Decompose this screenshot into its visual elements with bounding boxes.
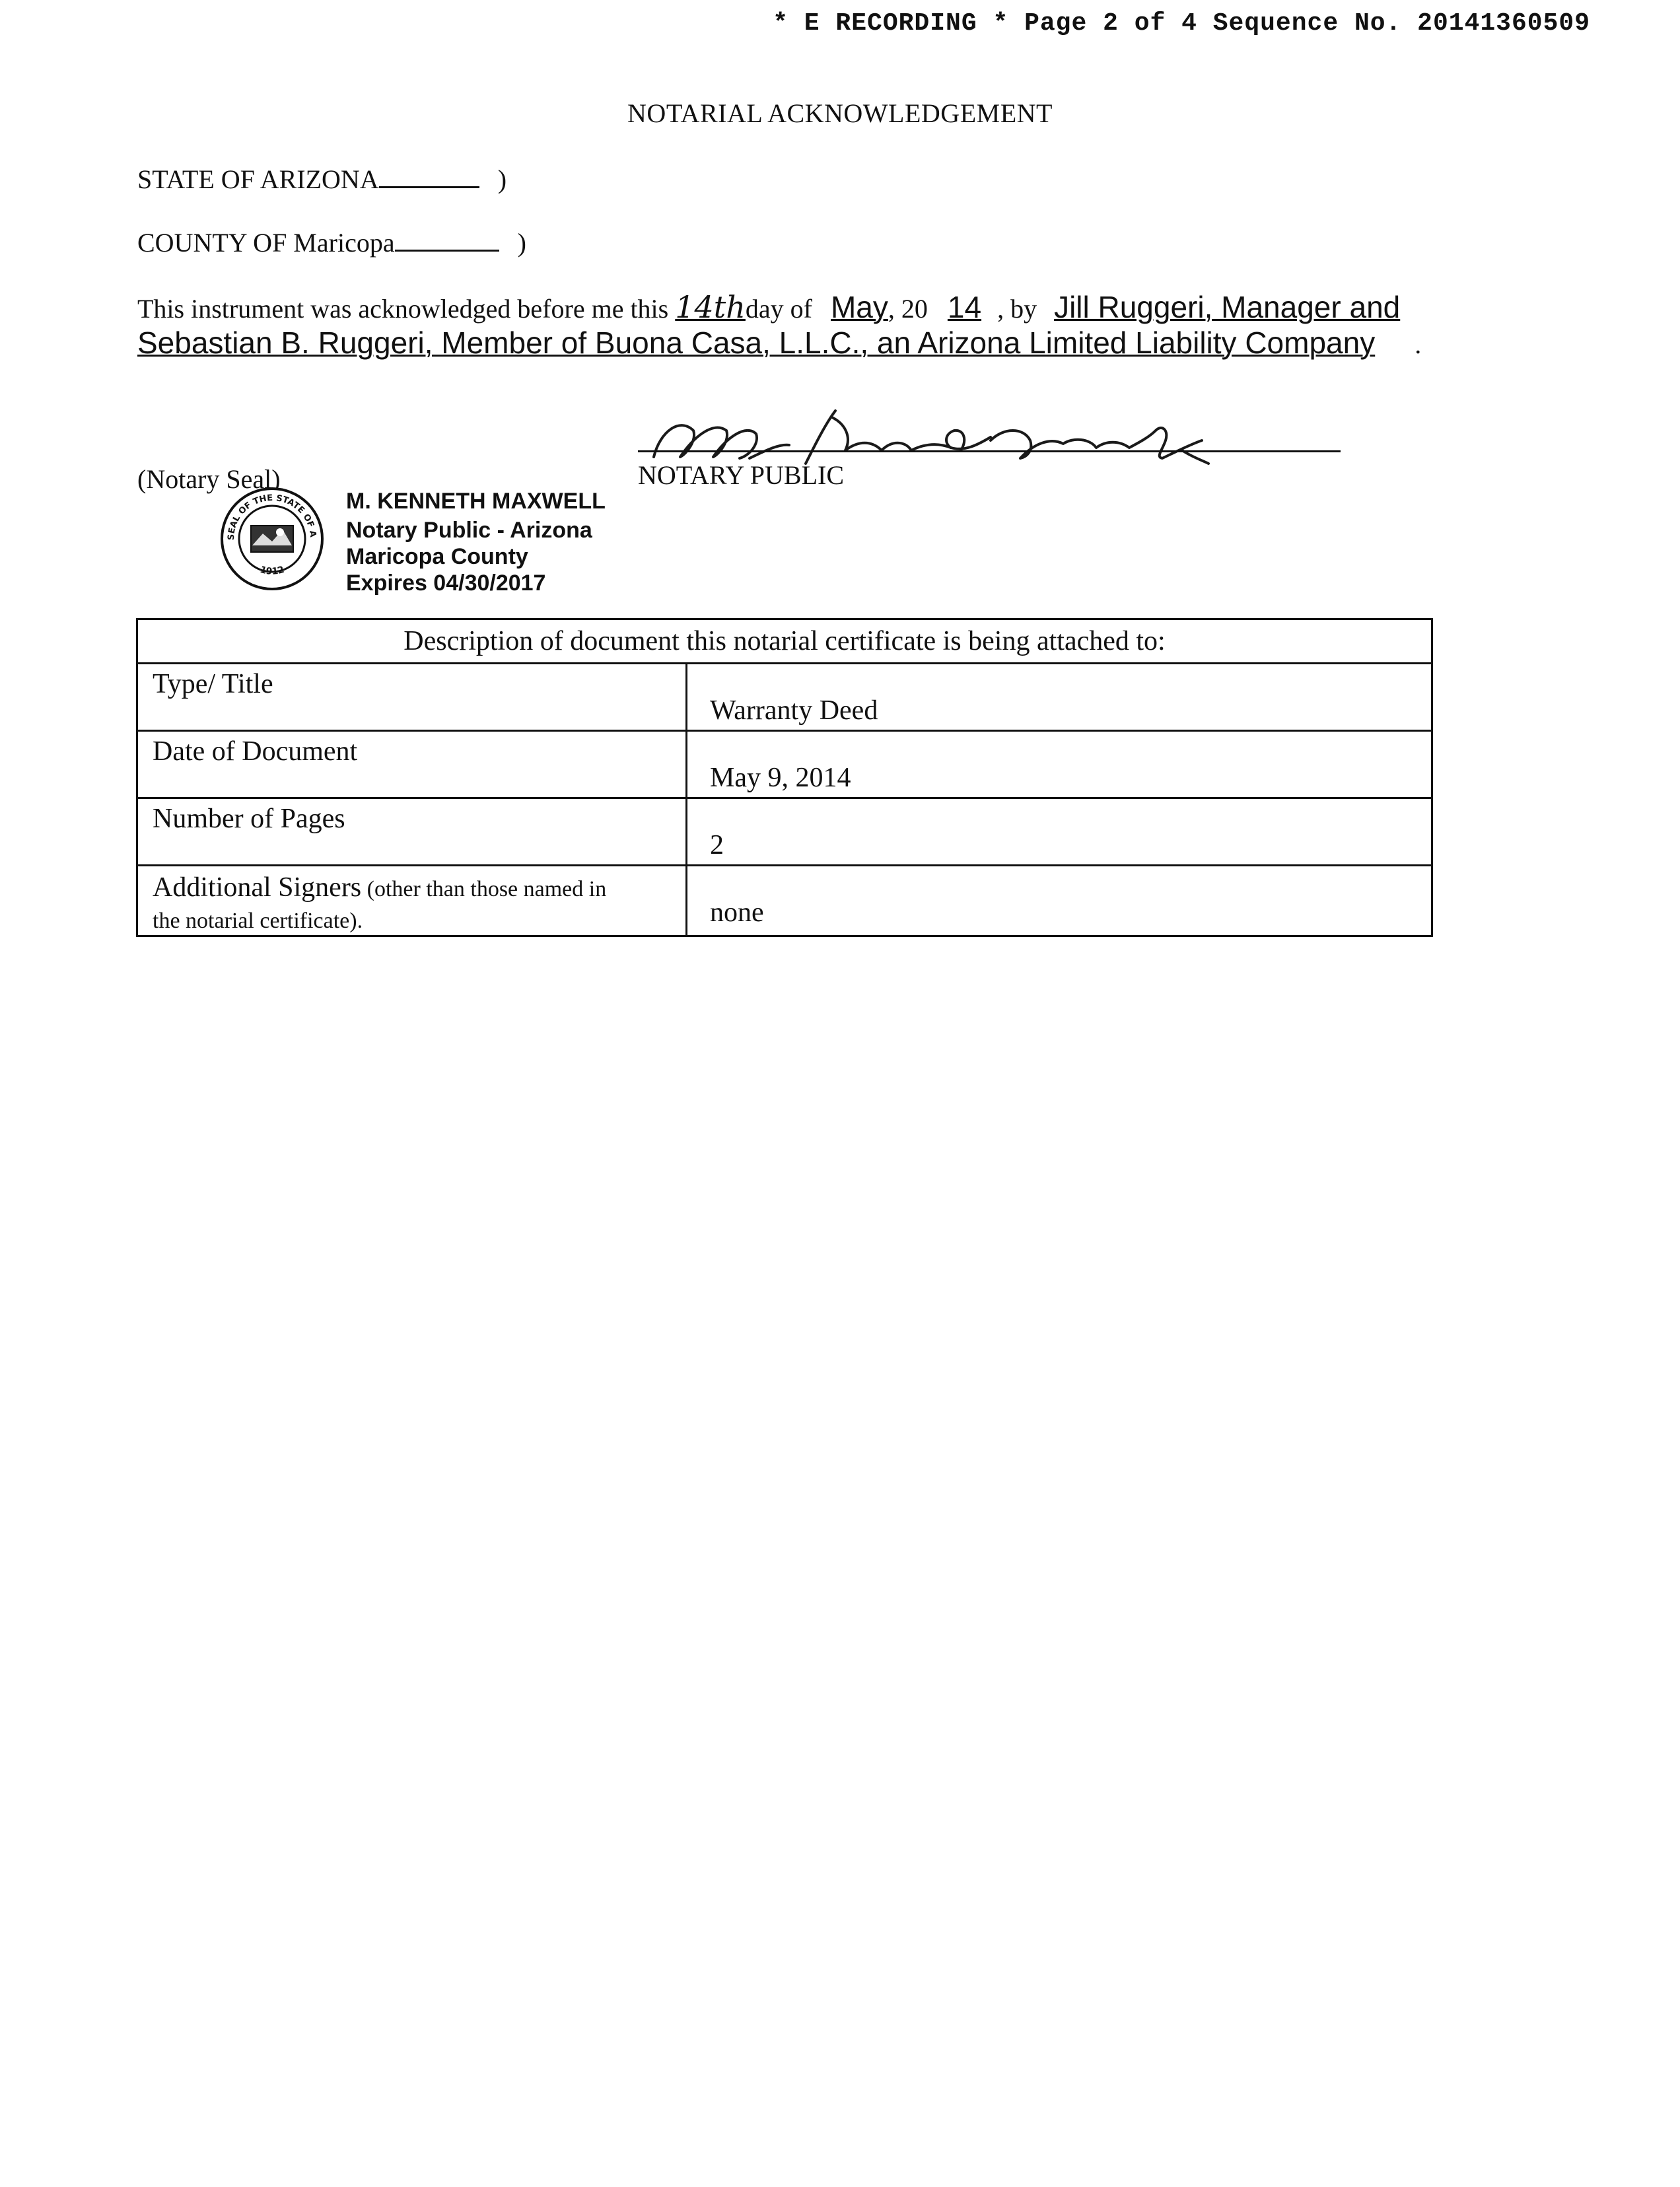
recording-header: * E RECORDING * Page 2 of 4 Sequence No. 20141360509 (773, 9, 1590, 38)
stamp-title: Notary Public - Arizona (346, 518, 592, 543)
stamp-expires: Expires 04/30/2017 (346, 571, 546, 596)
row-value-pages: 2 (687, 798, 1432, 866)
county-line (137, 227, 526, 258)
svg-text:1912: 1912 (258, 564, 286, 577)
county-blank (395, 230, 499, 252)
notary-seal-label: (Notary Seal) (137, 464, 281, 494)
notary-public-label: NOTARY PUBLIC (638, 460, 845, 490)
row-value-type-title: Warranty Deed (687, 664, 1432, 731)
ack-signers-2: Sebastian B. Ruggeri, Member of Buona Casa, L.L.C., an Arizona Limited Liability Company (137, 326, 1376, 360)
additional-signers-note-1: (other than those named in (361, 877, 607, 901)
row-label-type-title: Type/ Title (137, 664, 687, 731)
state-label: STATE OF ARIZONA (137, 164, 379, 194)
row-label-pages: Number of Pages (137, 798, 687, 866)
svg-text:GREAT SEAL OF THE STATE OF ARI: SEAL OF THE STATE OF A (226, 493, 318, 541)
additional-signers-main: Additional Signers (153, 872, 362, 903)
county-paren: ) (517, 228, 526, 258)
ack-year: 14 (947, 290, 982, 324)
ack-year-prefix: , 20 (888, 294, 928, 324)
document-description-table (136, 618, 1433, 937)
state-seal-drawing (219, 486, 325, 592)
stamp-name: M. KENNETH MAXWELL (346, 489, 606, 514)
ack-day: 14th (675, 289, 746, 325)
ack-day-of: day of (745, 294, 812, 324)
acknowledgement-line-2 (137, 325, 1421, 361)
ack-intro: This instrument was acknowledged before me this (137, 294, 669, 324)
table-row (137, 664, 1432, 731)
acknowledgement-line-1 (137, 289, 1400, 325)
row-label-date: Date of Document (137, 731, 687, 798)
row-value-additional-signers: none (687, 866, 1432, 936)
ack-signers-1: Jill Ruggeri, Manager and (1054, 290, 1401, 324)
ack-month: May (830, 290, 888, 324)
additional-signers-note-2: the notarial certificate). (153, 909, 363, 933)
table-row (137, 731, 1432, 798)
county-label: COUNTY OF Maricopa (137, 228, 395, 258)
state-seal (219, 486, 325, 595)
table-row (137, 866, 1432, 936)
table-row (137, 798, 1432, 866)
table-caption-row (137, 619, 1432, 664)
document-title: NOTARIAL ACKNOWLEDGEMENT (627, 98, 1053, 128)
stamp-county: Maricopa County (346, 544, 528, 569)
signature-line (638, 450, 1341, 452)
table-caption: Description of document this notarial certificate is being attached to: (137, 619, 1432, 664)
ack-period: . (1415, 330, 1422, 359)
row-value-date: May 9, 2014 (687, 731, 1432, 798)
state-paren: ) (497, 164, 507, 194)
row-label-additional-signers (137, 866, 687, 936)
state-blank (379, 166, 479, 188)
ack-by: , by (997, 294, 1037, 324)
state-line (137, 164, 507, 195)
